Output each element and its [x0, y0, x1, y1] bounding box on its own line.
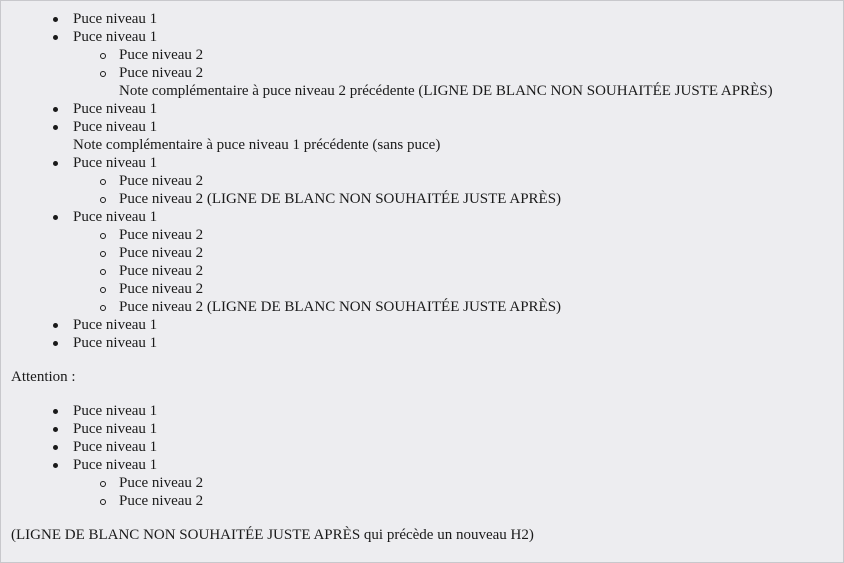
bullet-circle-icon [100, 197, 106, 203]
bullet-circle-icon [100, 71, 106, 77]
bullet-circle-icon [100, 269, 106, 275]
list-item-level-1: Puce niveau 1 [73, 403, 158, 419]
list-item-level-1: Puce niveau 1 [73, 29, 158, 45]
list-item-level-2: Puce niveau 2 [119, 493, 204, 509]
bullet-disc-icon [53, 35, 58, 40]
bullet-circle-icon [100, 499, 106, 505]
list-item-level-1: Puce niveau 1 [73, 317, 158, 333]
list-item-level-1: Puce niveau 1 [73, 209, 158, 225]
list-item-level-2: Puce niveau 2 [119, 245, 204, 261]
list-item-level-1: Puce niveau 1 [73, 101, 158, 117]
list-item-level-2: Puce niveau 2 [119, 47, 204, 63]
bullet-circle-icon [100, 53, 106, 59]
bullet-disc-icon [53, 17, 58, 22]
list-item-level-1: Puce niveau 1 [73, 11, 158, 27]
list-item-level-2: Puce niveau 2 (LIGNE DE BLANC NON SOUHAITÉE JUSTE APRÈS) [119, 191, 562, 207]
note-level-2: Note complémentaire à puce niveau 2 précédente (LIGNE DE BLANC NON SOUHAITÉE JUSTE APRÈS) [119, 83, 773, 99]
bullet-disc-icon [53, 161, 58, 166]
list-item-level-1: Puce niveau 1 [73, 457, 158, 473]
list-item-level-1: Puce niveau 1 [73, 335, 158, 351]
bullet-disc-icon [53, 409, 58, 414]
bullet-disc-icon [53, 125, 58, 130]
bullet-disc-icon [53, 323, 58, 328]
footer-paragraph: (LIGNE DE BLANC NON SOUHAITÉE JUSTE APRÈS qui précède un nouveau H2) [11, 527, 534, 543]
bullet-disc-icon [53, 463, 58, 468]
bullet-circle-icon [100, 305, 106, 311]
bullet-disc-icon [53, 445, 58, 450]
list-item-level-2: Puce niveau 2 [119, 281, 204, 297]
attention-paragraph: Attention : [11, 369, 76, 385]
list-item-level-2: Puce niveau 2 [119, 65, 204, 81]
list-item-level-2: Puce niveau 2 [119, 475, 204, 491]
bullet-disc-icon [53, 341, 58, 346]
bullet-disc-icon [53, 215, 58, 220]
list-item-level-1: Puce niveau 1 [73, 119, 158, 135]
list-item-level-2: Puce niveau 2 [119, 173, 204, 189]
list-item-level-1: Puce niveau 1 [73, 439, 158, 455]
list-item-level-1: Puce niveau 1 [73, 155, 158, 171]
note-level-1: Note complémentaire à puce niveau 1 précédente (sans puce) [73, 137, 441, 153]
bullet-circle-icon [100, 179, 106, 185]
list-item-level-2: Puce niveau 2 [119, 263, 204, 279]
bullet-circle-icon [100, 251, 106, 257]
list-item-level-2: Puce niveau 2 (LIGNE DE BLANC NON SOUHAITÉE JUSTE APRÈS) [119, 299, 562, 315]
bullet-disc-icon [53, 107, 58, 112]
bullet-circle-icon [100, 233, 106, 239]
list-item-level-2: Puce niveau 2 [119, 227, 204, 243]
bullet-disc-icon [53, 427, 58, 432]
list-item-level-1: Puce niveau 1 [73, 421, 158, 437]
bullet-circle-icon [100, 287, 106, 293]
bullet-circle-icon [100, 481, 106, 487]
